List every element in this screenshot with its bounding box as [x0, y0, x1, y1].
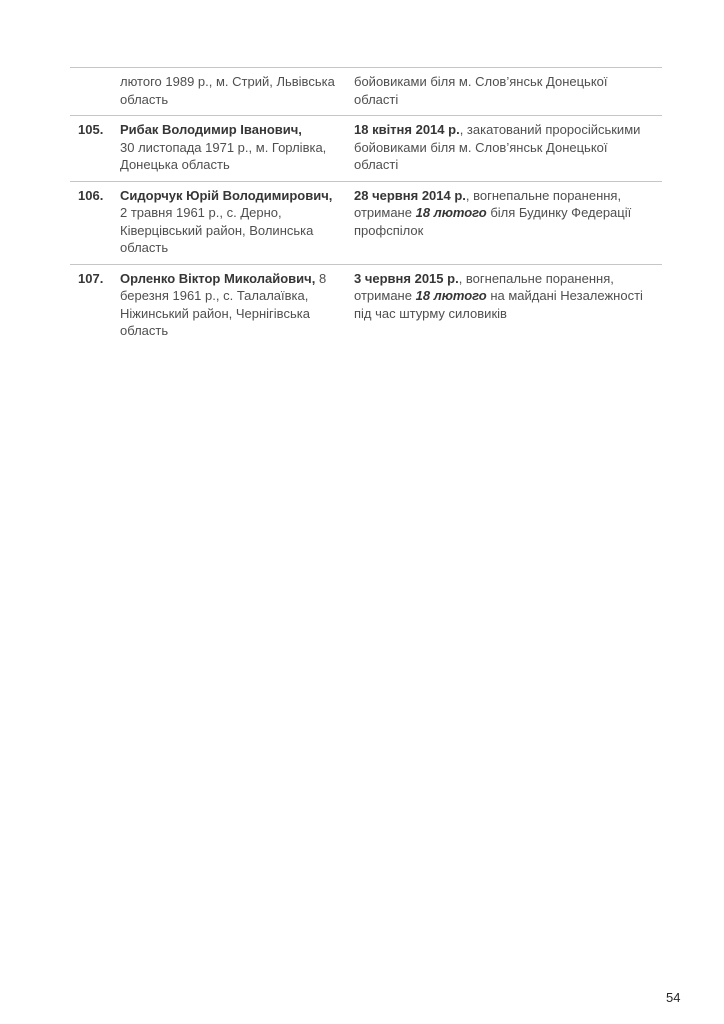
table-row	[70, 116, 662, 182]
person-cell	[120, 73, 352, 108]
text-segment: бойовиками біля м. Слов’янськ Донецької	[354, 139, 608, 155]
text-line	[354, 73, 662, 91]
text-line	[354, 222, 662, 240]
death-cell	[352, 121, 662, 174]
text-line	[354, 187, 662, 205]
text-line	[354, 156, 662, 174]
death-cell	[352, 270, 662, 340]
text-segment: 2 травня 1961 р., с. Дерно,	[120, 205, 282, 220]
text-line	[120, 270, 345, 288]
text-line	[120, 239, 345, 257]
text-line	[120, 287, 345, 305]
text-line	[354, 204, 662, 222]
text-segment: області	[354, 157, 399, 172]
person-cell	[120, 270, 352, 340]
table-row	[70, 265, 662, 347]
text-segment: на майдані Незалежності	[486, 288, 643, 303]
text-line	[120, 121, 345, 139]
text-line	[120, 156, 345, 174]
death-cell	[352, 73, 662, 108]
row-number: 106.	[78, 187, 104, 203]
text-segment: Ківерцівський район, Волинська	[120, 222, 314, 238]
text-segment: 18 лютого	[415, 288, 487, 303]
text-line	[120, 91, 345, 109]
row-number	[70, 73, 120, 108]
death-cell	[352, 187, 662, 257]
page-number: 54	[666, 990, 681, 1005]
text-segment: Ніжинський район, Чернігівська	[120, 305, 310, 321]
table-row	[70, 68, 662, 116]
person-cell	[120, 121, 352, 174]
text-segment: 30 листопада 1971 р., м. Горлівка,	[120, 139, 327, 155]
text-segment: отримане	[354, 205, 416, 220]
text-segment: отримане	[354, 288, 416, 303]
text-line	[354, 287, 662, 305]
text-segment: Рибак Володимир Іванович,	[120, 122, 302, 137]
text-line	[120, 187, 345, 205]
text-segment: , вогнепальне поранення,	[465, 187, 622, 203]
text-line	[354, 139, 662, 157]
text-segment: профспілок	[354, 222, 424, 238]
text-segment: бойовиками біля м. Слов’янськ Донецької	[354, 74, 608, 89]
text-segment: , вогнепальне поранення,	[458, 270, 614, 286]
text-segment: під час штурму силовиків	[354, 305, 507, 321]
text-segment: 3 червня 2015 р.	[354, 270, 459, 286]
text-segment: область	[120, 240, 169, 255]
text-segment: Сидорчук Юрій Володимирович,	[120, 187, 333, 203]
text-line	[120, 305, 345, 323]
text-line	[120, 222, 345, 240]
table-row	[70, 182, 662, 265]
text-segment: область	[120, 91, 169, 107]
text-segment: біля Будинку Федерації	[486, 205, 632, 220]
text-line	[354, 305, 662, 323]
text-line	[120, 322, 345, 340]
text-line	[120, 204, 345, 222]
text-segment: 28 червня 2014 р.	[354, 187, 466, 203]
text-line	[354, 91, 662, 109]
text-segment: , закатований проросійськими	[459, 122, 641, 137]
text-line	[120, 73, 345, 91]
text-line	[354, 121, 662, 139]
text-line	[354, 270, 662, 288]
text-segment: Донецька область	[120, 157, 230, 172]
text-segment: 8	[315, 270, 327, 286]
text-segment: 18 лютого	[415, 205, 487, 220]
text-segment: лютого 1989 р., м. Стрий, Львівська	[120, 74, 335, 89]
text-segment: Орленко Віктор Миколайович,	[120, 270, 316, 286]
text-segment: області	[354, 91, 399, 107]
row-number: 107.	[78, 270, 104, 286]
text-segment: березня 1961 р., с. Талалаївка,	[120, 288, 309, 303]
person-cell	[120, 187, 352, 257]
casualties-table	[70, 67, 662, 347]
text-line	[120, 139, 345, 157]
text-segment: 18 квітня 2014 р.	[354, 122, 460, 137]
text-segment: область	[120, 323, 169, 338]
row-number: 105.	[78, 122, 104, 137]
